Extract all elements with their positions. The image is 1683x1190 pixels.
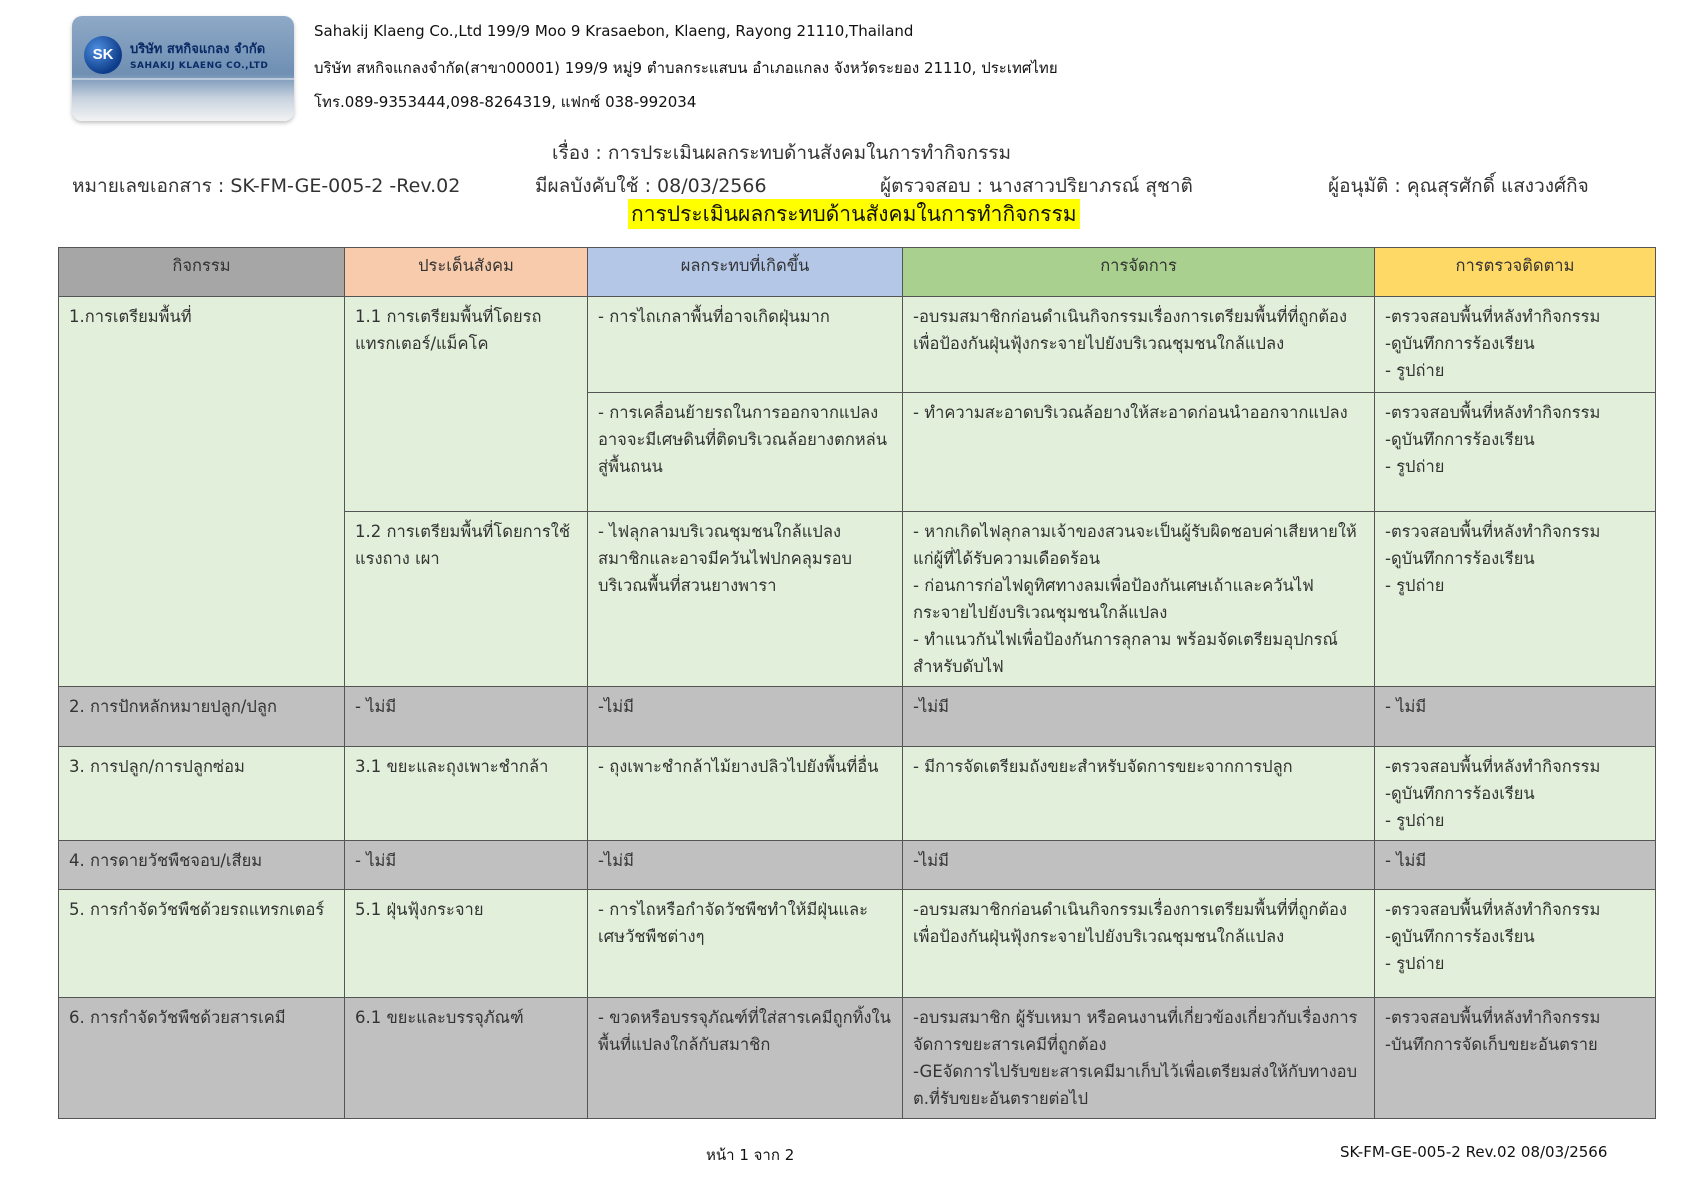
activity-cell: 4. การดายวัชพืชจอบ/เสียม: [59, 841, 345, 890]
company-contact: โทร.089-9353444,098-8264319, แฟกซ์ 038-992034: [314, 93, 697, 111]
page-number: หน้า 1 จาก 2: [706, 1146, 795, 1164]
monitoring-cell: [1375, 747, 1656, 841]
activity-cell: 1.การเตรียมพื้นที่: [59, 297, 345, 687]
monitoring-complaint-log: -ดูบันทึกการร้องเรียน: [1385, 430, 1535, 449]
table-header-row: [59, 248, 1656, 297]
monitoring-check-area: -ตรวจสอบพื้นที่หลังทำกิจกรรม: [1385, 522, 1601, 541]
footer-doc-ref: SK-FM-GE-005-2 Rev.02 08/03/2566: [1340, 1143, 1608, 1161]
management-cell: -ไม่มี: [903, 687, 1375, 747]
monitoring-cell: [1375, 998, 1656, 1119]
monitoring-complaint-log: -ดูบันทึกการร้องเรียน: [1385, 549, 1535, 568]
monitoring-cell: [1375, 393, 1656, 512]
management-cell: [903, 512, 1375, 687]
issue-cell: - ไม่มี: [345, 841, 588, 890]
company-address-en: Sahakij Klaeng Co.,Ltd 199/9 Moo 9 Krasaebon, Klaeng, Rayong 21110,Thailand: [314, 22, 914, 40]
management-cell: - ทำความสะอาดบริเวณล้อยางให้สะอาดก่อนนำออกจากแปลง: [903, 393, 1375, 512]
management-item: -อบรมสมาชิก ผู้รับเหมา หรือคนงานที่เกี่ยวข้องเกี่ยวกับเรื่องการจัดการขยะสารเคมีที่ถูกต้อง: [913, 1008, 1358, 1054]
logo-name-en: SAHAKIJ KLAENG CO.,LTD: [130, 61, 269, 71]
impact-cell: - การไถหรือกำจัดวัชพืชทำให้มีฝุ่นและเศษวัชพืชต่างๆ: [588, 890, 903, 998]
monitoring-cell: [1375, 297, 1656, 393]
management-item: - ก่อนการก่อไฟดูทิศทางลมเพื่อป้องกันเศษเถ้าและควันไฟกระจายไปยังบริเวณชุมชนใกล้แปลง: [913, 576, 1314, 622]
management-cell: -ไม่มี: [903, 841, 1375, 890]
social-impact-table: [58, 247, 1656, 1119]
monitoring-photo: - รูปถ่าย: [1385, 811, 1445, 830]
issue-cell: 1.1 การเตรียมพื้นที่โดยรถแทรกเตอร์/แม็คโค: [345, 297, 588, 512]
monitoring-complaint-log: -ดูบันทึกการร้องเรียน: [1385, 927, 1535, 946]
management-item: - ทำแนวกันไฟเพื่อป้องกันการลุกลาม พร้อมจัดเตรียมอุปกรณ์สำหรับดับไฟ: [913, 630, 1338, 676]
header-social-issue: ประเด็นสังคม: [345, 248, 588, 297]
document-number: หมายเลขเอกสาร : SK-FM-GE-005-2 -Rev.02: [72, 175, 461, 197]
table-row: [59, 998, 1656, 1119]
impact-cell: - ถุงเพาะชำกล้าไม้ยางปลิวไปยังพื้นที่อื่น: [588, 747, 903, 841]
management-cell: [903, 998, 1375, 1119]
monitoring-photo: - รูปถ่าย: [1385, 457, 1445, 476]
approver: ผู้อนุมัติ : คุณสุรศักดิ์ แสงวงศ์กิจ: [1328, 175, 1589, 197]
monitoring-cell: [1375, 890, 1656, 998]
monitoring-complaint-log: -ดูบันทึกการร้องเรียน: [1385, 784, 1535, 803]
logo-mark: SK: [84, 36, 122, 74]
activity-cell: 5. การกำจัดวัชพืชด้วยรถแทรกเตอร์: [59, 890, 345, 998]
activity-cell: 6. การกำจัดวัชพืชด้วยสารเคมี: [59, 998, 345, 1119]
management-item: -GEจัดการไปรับขยะสารเคมีมาเก็บไว้เพื่อเตรียมส่งให้กับทางอบต.ที่รับขยะอันตรายต่อไป: [913, 1062, 1358, 1108]
table-row: [59, 841, 1656, 890]
document-subject: เรื่อง : การประเมินผลกระทบด้านสังคมในการทำกิจกรรม: [552, 142, 1012, 164]
activity-cell: 2. การปักหลักหมายปลูก/ปลูก: [59, 687, 345, 747]
table-row: [59, 890, 1656, 998]
monitoring-photo: - รูปถ่าย: [1385, 361, 1445, 380]
monitoring-check-area: -ตรวจสอบพื้นที่หลังทำกิจกรรม: [1385, 403, 1601, 422]
impact-cell: - การเคลื่อนย้ายรถในการออกจากแปลงอาจจะมีเศษดินที่ติดบริเวณล้อยางตกหล่นสู่พื้นถนน: [588, 393, 903, 512]
issue-cell: 5.1 ฝุ่นฟุ้งกระจาย: [345, 890, 588, 998]
monitoring-check-area: -ตรวจสอบพื้นที่หลังทำกิจกรรม: [1385, 757, 1601, 776]
management-item: - หากเกิดไฟลุกลามเจ้าของสวนจะเป็นผู้รับผิดชอบค่าเสียหายให้แก่ผู้ที่ได้รับความเดือดร้อน: [913, 522, 1357, 568]
monitoring-cell: - ไม่มี: [1375, 687, 1656, 747]
issue-cell: 1.2 การเตรียมพื้นที่โดยการใช้แรงถาง เผา: [345, 512, 588, 687]
table-row: [59, 747, 1656, 841]
monitoring-check-area: -ตรวจสอบพื้นที่หลังทำกิจกรรม: [1385, 307, 1601, 326]
header-management: การจัดการ: [903, 248, 1375, 297]
management-cell: - มีการจัดเตรียมถังขยะสำหรับจัดการขยะจากการปลูก: [903, 747, 1375, 841]
monitoring-cell: [1375, 512, 1656, 687]
impact-cell: - การไถเกลาพื้นที่อาจเกิดฝุ่นมาก: [588, 297, 903, 393]
monitoring-photo: - รูปถ่าย: [1385, 576, 1445, 595]
activity-cell: 3. การปลูก/การปลูกซ่อม: [59, 747, 345, 841]
monitoring-check-area: -ตรวจสอบพื้นที่หลังทำกิจกรรม: [1385, 900, 1601, 919]
header-monitoring: การตรวจติดตาม: [1375, 248, 1656, 297]
impact-cell: - ไฟลุกลามบริเวณชุมชนใกล้แปลงสมาชิกและอาจมีควันไฟปกคลุมรอบบริเวณพื้นที่สวนยางพารา: [588, 512, 903, 687]
logo-divider: [72, 78, 294, 80]
company-logo: [72, 16, 294, 121]
header-impact: ผลกระทบที่เกิดขึ้น: [588, 248, 903, 297]
issue-cell: 3.1 ขยะและถุงเพาะชำกล้า: [345, 747, 588, 841]
table-title-banner: การประเมินผลกระทบด้านสังคมในการทำกิจกรรม: [628, 199, 1080, 229]
company-address-th: บริษัท สหกิจแกลงจำกัด(สาขา00001) 199/9 หมู่9 ตำบลกระแสบน อำเภอแกลง จังหวัดระยอง 21110, ประเทศไทย: [314, 59, 1058, 77]
monitoring-complaint-log: -ดูบันทึกการร้องเรียน: [1385, 334, 1535, 353]
header-activity: กิจกรรม: [59, 248, 345, 297]
impact-cell: -ไม่มี: [588, 841, 903, 890]
monitoring-hazard-log: -บันทึกการจัดเก็บขยะอันตราย: [1385, 1035, 1598, 1054]
issue-cell: 6.1 ขยะและบรรจุภัณฑ์: [345, 998, 588, 1119]
management-cell: -อบรมสมาชิกก่อนดำเนินกิจกรรมเรื่องการเตรียมพื้นที่ที่ถูกต้องเพื่อป้องกันฝุ่นฟุ้งกระจายไปยังบริเวณชุมชนใกล้แปลง: [903, 297, 1375, 393]
impact-cell: - ขวดหรือบรรจุภัณฑ์ที่ใส่สารเคมีถูกทิ้งในพื้นที่แปลงใกล้กับสมาชิก: [588, 998, 903, 1119]
issue-cell: - ไม่มี: [345, 687, 588, 747]
monitoring-cell: - ไม่มี: [1375, 841, 1656, 890]
monitoring-photo: - รูปถ่าย: [1385, 954, 1445, 973]
effective-date: มีผลบังคับใช้ : 08/03/2566: [535, 175, 767, 197]
table-row: [59, 297, 1656, 393]
management-cell: -อบรมสมาชิกก่อนดำเนินกิจกรรมเรื่องการเตรียมพื้นที่ที่ถูกต้องเพื่อป้องกันฝุ่นฟุ้งกระจายไปยังบริเวณชุมชนใกล้แปลง: [903, 890, 1375, 998]
reviewer: ผู้ตรวจสอบ : นางสาวปริยาภรณ์ สุชาติ: [880, 175, 1193, 197]
monitoring-check-area: -ตรวจสอบพื้นที่หลังทำกิจกรรม: [1385, 1008, 1601, 1027]
logo-name-th: บริษัท สหกิจแกลง จำกัด: [130, 42, 266, 57]
table-row: [59, 687, 1656, 747]
impact-cell: -ไม่มี: [588, 687, 903, 747]
